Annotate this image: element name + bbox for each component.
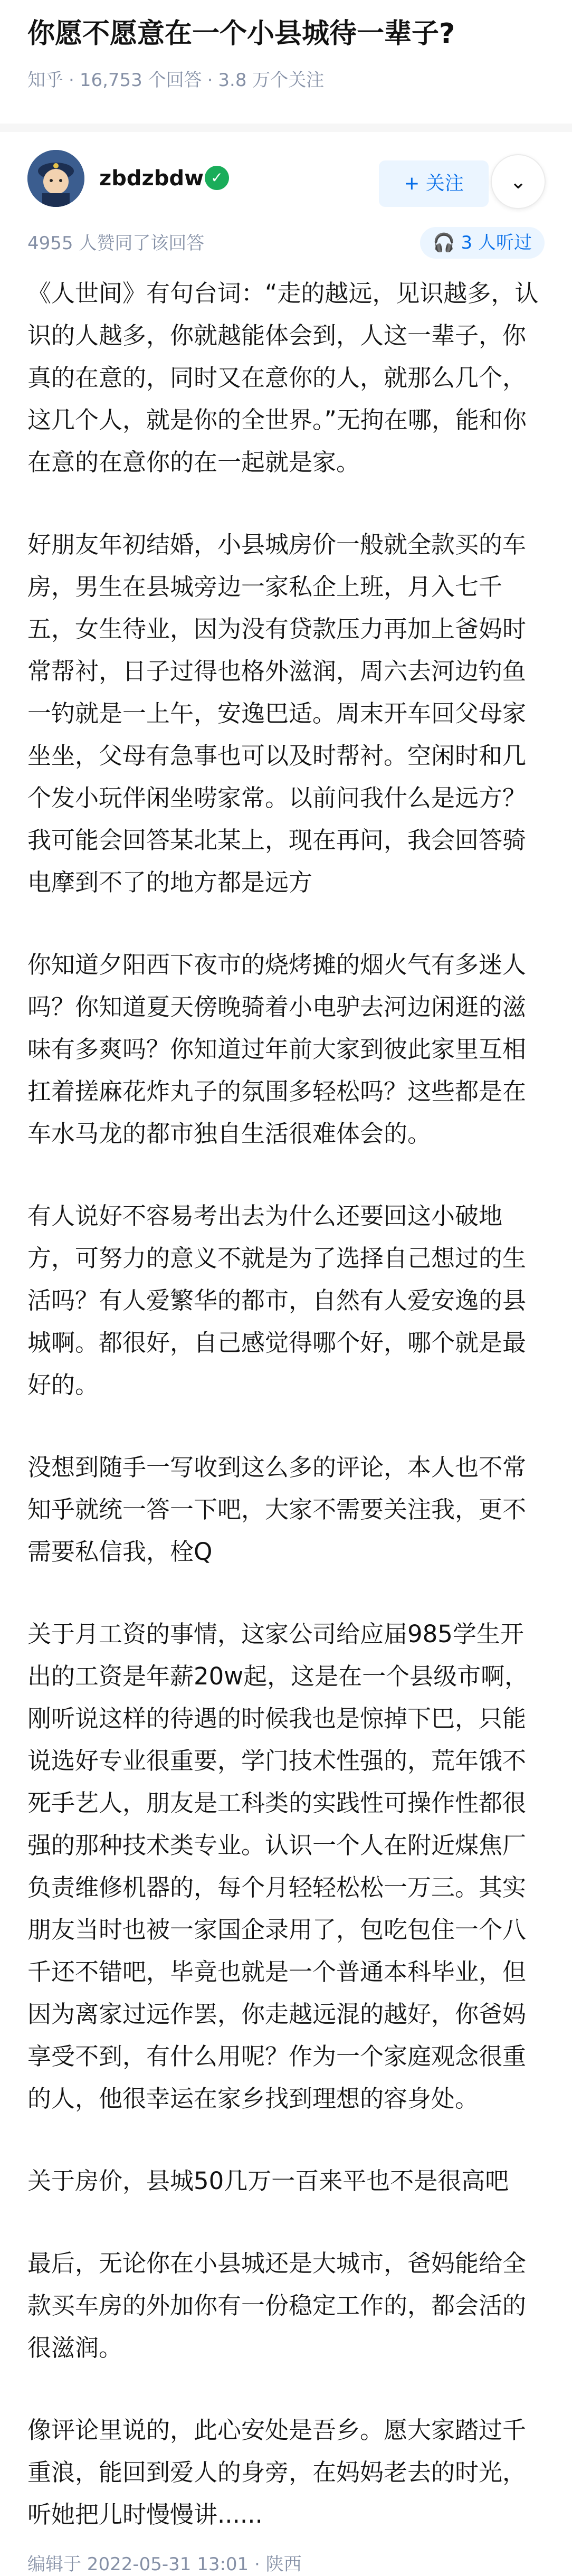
meta-separator: · xyxy=(69,70,74,91)
avatar[interactable] xyxy=(27,150,84,207)
avatar-image xyxy=(27,150,84,207)
section-divider xyxy=(0,124,572,132)
answer-paragraph: 你知道夕阳西下夜市的烧烤摊的烟火气有多迷人吗？你知道夏天傍晚骑着小电驴去河边闲逛的滋味有多爽吗？你知道过年前大家到彼此家里互相扛着搓麻花炸丸子的氛围多轻松吗？这些都是在车水马龙的都市独自生活很难体会的。 xyxy=(27,951,527,1148)
answer-paragraph: 好朋友年初结婚，小县城房价一般就全款买的车房，男生在县城旁边一家私企上班，月入七千五，女生待业，因为没有贷款压力再加上爸妈时常帮衬，日子过得也格外滋润，周六去河边钓鱼一钓就是一上午，安逸巴适。周末开车回父母家坐坐，父母有急事也可以及时帮衬。空闲时和几个发小玩伴闲坐唠家常。以前问我什么是远方？我可能会回答某北某上，现在再问，我会回答骑电摩到不了的地方都是远方 xyxy=(27,531,527,896)
listen-button[interactable] xyxy=(420,227,545,259)
answer-count[interactable]: 16,753 个回答 xyxy=(79,70,202,91)
question-title[interactable]: 你愿不愿意在一个小县城待一辈子? xyxy=(27,18,455,50)
answer-paragraph: 关于月工资的事情，这家公司给应届985学生开出的工资是年薪20w起，这是在一个县级市啊，刚听说这样的待遇的时候我也是惊掉下巴，只能说选好专业很重要，学门技术性强的，荒年饿不死手艺人，朋友是工科类的实践性可操作性都很强的那种技术类专业。认识一个人在附近煤焦厂负责维修机器的，每个月轻轻松松一万三。其实朋友当时也被一家国企录用了，包吃包住一个八千还不错吧，毕竟也就是一个普通本科毕业，但因为离家过远作罢，你走越远混的越好，你爸妈享受不到，有什么用呢？作为一个家庭观念很重的人，他很幸运在家乡找到理想的容身处。 xyxy=(27,1620,529,2113)
answer-paragraph: 有人说好不容易考出去为什么还要回这小破地方，可努力的意义不就是为了选择自己想过的生活吗？有人爱繁华的都市，自然有人爱安逸的县城啊。都很好，自己感觉得哪个好，哪个就是最好的。 xyxy=(27,1202,527,1399)
question-header xyxy=(0,0,572,92)
agree-count: 4955 人赞同了该回答 xyxy=(27,233,205,254)
source-label[interactable]: 知乎 xyxy=(27,70,63,91)
answer-paragraph: 最后，无论你在小县城还是大城市，爸妈能给全款买车房的外加你有一份稳定工作的，都会活的很滋润。 xyxy=(27,2249,527,2362)
verified-badge-icon: ✓ xyxy=(205,166,229,190)
expand-chevron-icon[interactable]: ⌄ xyxy=(491,154,546,209)
author-name[interactable]: zbdzbdw xyxy=(99,166,204,191)
follow-button[interactable]: + 关注 xyxy=(379,160,489,207)
listen-count: 3 人听过 xyxy=(461,232,532,253)
author-bar xyxy=(0,132,572,206)
headphone-icon: 🎧 xyxy=(433,232,461,253)
answer-stats xyxy=(0,229,572,261)
meta-separator: · xyxy=(207,70,213,91)
follower-count: 3.8 万个关注 xyxy=(218,70,325,91)
answer-paragraph: 没想到随手一写收到这么多的评论，本人也不常知乎就统一答一下吧，大家不需要关注我，更不需要私信我，栓Q xyxy=(27,1453,527,1566)
question-meta xyxy=(27,69,545,92)
answer-paragraph: 关于房价，县城50几万一百来平也不是很高吧 xyxy=(27,2167,509,2195)
answer-content xyxy=(0,261,572,2576)
answer-paragraph: 《人世间》有句台词：“走的越远，见识越多，认识的人越多，你就越能体会到，人这一辈子，你真的在意的，同时又在意你的人，就那么几个，这几个人，就是你的全世界。”无拘在哪，能和你在意的在意你的在一起就是家。 xyxy=(27,279,539,476)
answer-paragraph: 像评论里说的，此心安处是吾乡。愿大家踏过千重浪，能回到爱人的身旁，在妈妈老去的时光，听她把儿时慢慢讲...... xyxy=(27,2416,527,2528)
edit-info: 编辑于 2022-05-31 13:01 · 陕西 xyxy=(27,2554,302,2575)
